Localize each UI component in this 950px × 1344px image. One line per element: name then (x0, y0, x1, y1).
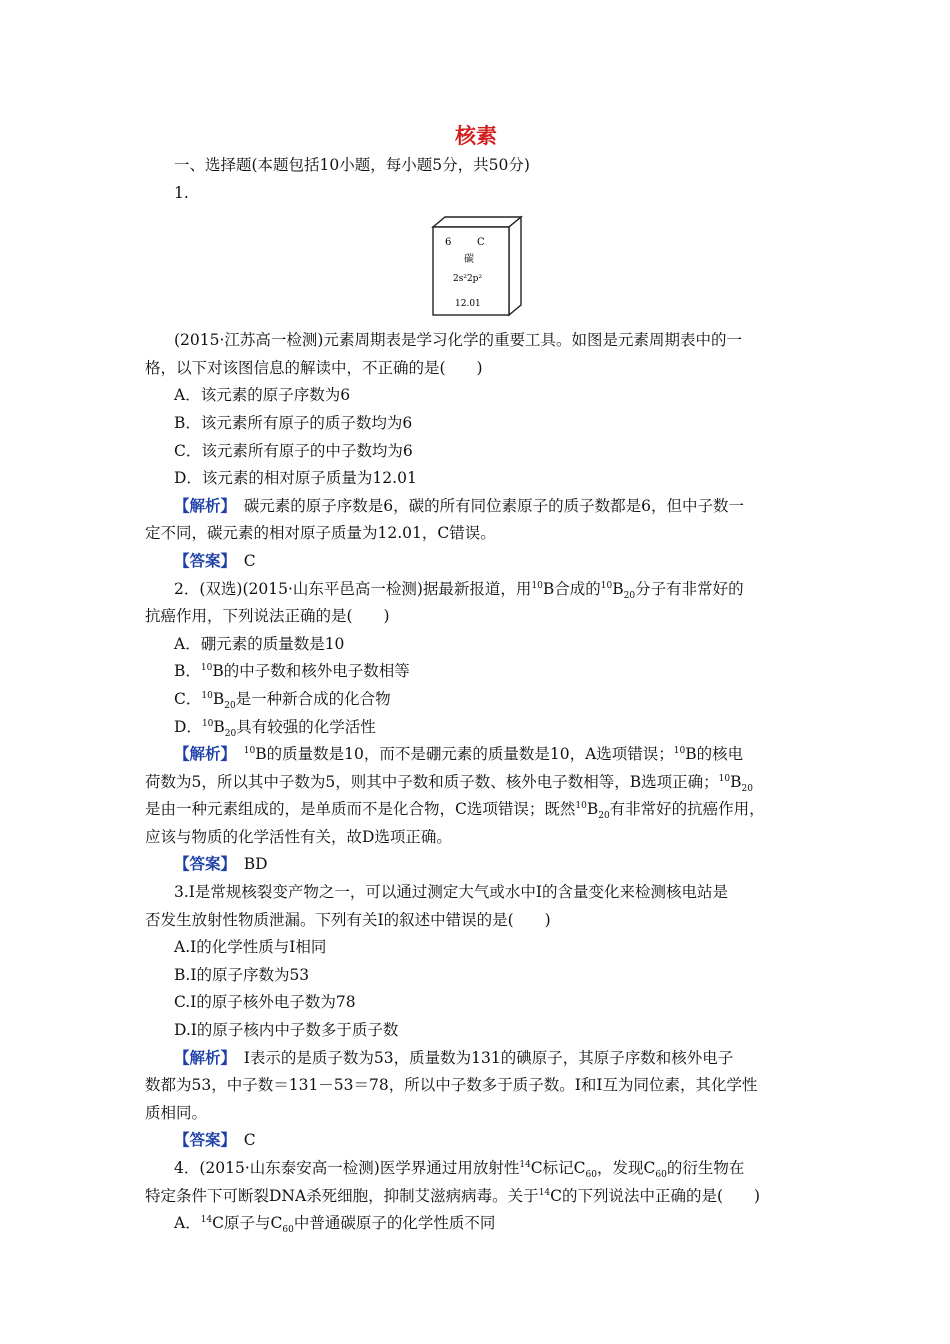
analysis-tag: 【解析】 (174, 496, 229, 515)
q1-option-d: D．该元素的相对原子质量为12.01 (174, 469, 417, 488)
element-card-icon (431, 215, 523, 317)
document-page (145, 120, 807, 1238)
q2-analysis-line4: 应该与物质的化学活性有关，故D选项正确。 (145, 827, 452, 846)
q3-option-a: A.I的化学性质与I相同 (174, 938, 327, 957)
q3-stem-line1: 3.I是常规核裂变产物之一，可以通过测定大气或水中I的含量变化来检测核电站是 (174, 883, 729, 902)
answer-tag: 【答案】 (174, 551, 229, 570)
q3-analysis-line1: 【解析】 I表示的是质子数为53，质量数为131的碘原子，其原子序数和核外电子 (174, 1048, 734, 1067)
q1-option-a: A．该元素的原子序数为6 (174, 386, 351, 405)
q3-analysis-line3: 质相同。 (145, 1103, 208, 1122)
q2-answer: 【答案】 BD (174, 855, 268, 874)
q3-option-c: C.I的原子核外电子数为78 (174, 993, 356, 1012)
element-mass: 12.01 (455, 299, 481, 310)
q4-option-a: A．$^{14}$C原子与$C_{60}$中普通碳原子的化学性质不同 (174, 1214, 496, 1236)
q3-answer: 【答案】 C (174, 1131, 256, 1150)
element-config: 2s²2p² (453, 274, 483, 285)
element-symbol: C (477, 237, 485, 249)
q1-stem-line2: 格，以下对该图信息的解读中，不正确的是( ) (145, 358, 483, 377)
q2-analysis-line3: 是由一种元素组成的，是单质而不是化合物，C选项错误；既然$^{10}B_{20}$有非常好的抗癌作用， (145, 800, 765, 822)
q3-stem-line2: 否发生放射性物质泄漏。下列有关I的叙述中错误的是( ) (145, 910, 551, 929)
q2-stem-line1: 2．(双选)(2015·山东平邑高一检测)据最新报道，用$^{10}$B合成的$^{10}B_{20}$分子有非常好的 (174, 579, 744, 601)
q2-stem-line2: 抗癌作用，下列说法正确的是( ) (145, 607, 390, 626)
q2-analysis-line1: 【解析】 $^{10}$B的质量数是10，而不是硼元素的质量数是10，A选项错误；$^{10}$B的核电 (174, 745, 744, 764)
q1-analysis-line1: 【解析】 碳元素的原子序数是6，碳的所有同位素原子的质子数都是6，但中子数一 (174, 496, 744, 515)
q1-option-b: B．该元素所有原子的质子数均为6 (174, 413, 413, 432)
q1-stem-line1: (2015·江苏高一检测)元素周期表是学习化学的重要工具。如图是元素周期表中的一 (174, 331, 742, 350)
q2-option-a: A．硼元素的质量数是10 (174, 634, 345, 653)
q4-stem-line2: 特定条件下可断裂DNA杀死细胞，抑制艾滋病病毒。关于$^{14}$C的下列说法中正确的是( ) (145, 1186, 761, 1205)
element-card-figure (145, 207, 807, 327)
q1-answer: 【答案】 C (174, 551, 256, 570)
page-title: 核素 (455, 124, 497, 148)
q2-option-d: D．$^{10}B_{20}$具有较强的化学活性 (174, 717, 376, 739)
q3-analysis-line2: 数都为53，中子数＝131－53＝78，所以中子数多于质子数。I和I互为同位素，其化学性 (145, 1076, 758, 1095)
q1-number: 1. (174, 183, 189, 202)
q2-option-b: B．$^{10}$B的中子数和核外电子数相等 (174, 662, 410, 681)
q4-stem-line1: 4．(2015·山东泰安高一检测)医学界通过用放射性$^{14}$C标记$C_{60}$，发现$C_{60}$的衍生物在 (174, 1159, 745, 1181)
section-heading: 一、选择题(本题包括10小题，每小题5分，共50分) (174, 156, 530, 174)
q3-option-d: D.I的原子核内中子数多于质子数 (174, 1021, 399, 1040)
q2-option-c: C．$^{10}B_{20}$是一种新合成的化合物 (174, 689, 391, 711)
q3-option-b: B.I的原子序数为53 (174, 965, 310, 984)
q2-analysis-line2: 荷数为5，所以其中子数为5，则其中子数和质子数、核外电子数相等，B选项正确；$^{10}B_{20}$ (145, 772, 753, 794)
element-number: 6 (445, 237, 452, 249)
element-name: 碳 (464, 254, 474, 266)
q1-option-c: C．该元素所有原子的中子数均为6 (174, 441, 413, 460)
q1-analysis-line2: 定不同，碳元素的相对原子质量为12.01，C错误。 (145, 524, 496, 543)
